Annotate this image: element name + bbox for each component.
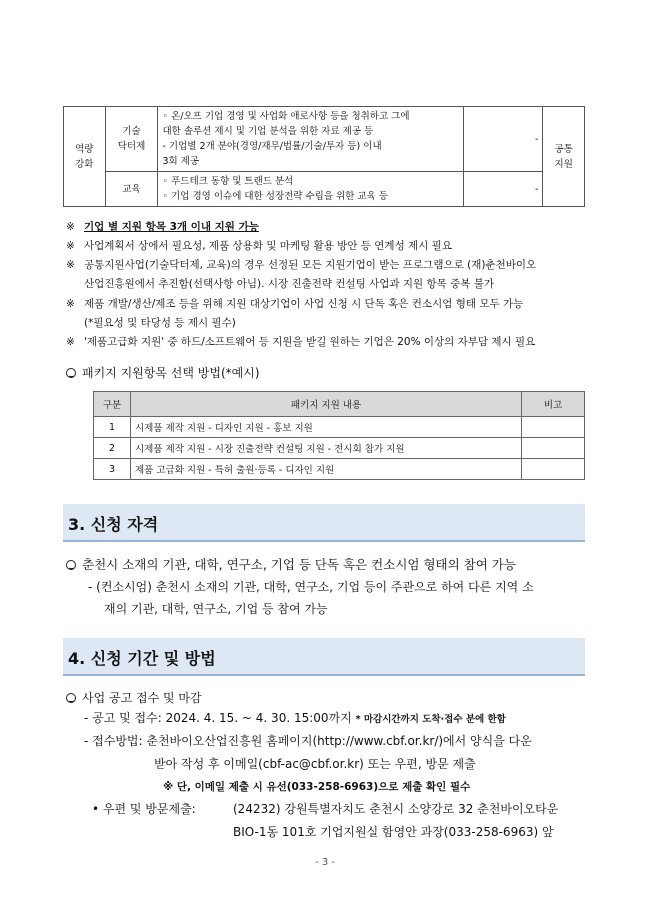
- content-line: 3회 제공: [162, 156, 200, 167]
- note-text: 사업계획서 상에서 필요성, 제품 상용화 및 마케팅 활용 방안 등 연계성 제시 필요: [84, 240, 452, 252]
- mark: -: [534, 133, 539, 145]
- support-table: [63, 106, 585, 207]
- row-number: 1: [94, 417, 131, 438]
- row-content: 시제품 제작 지원 - 시장 진출전략 컨설팅 지원 - 전시회 참가 지원: [131, 438, 522, 459]
- note-mark: ※: [66, 240, 75, 252]
- category-label: 닥터제: [117, 141, 146, 152]
- content-line: 대한 솔루션 제시 및 기업 분석을 위한 자료 제공 등: [162, 126, 374, 137]
- consortium-line: - (컨소시엄) 춘천시 소재의 기관, 대학, 연구소, 기업 등이 주관으로 하여 다른 지역 소: [88, 580, 534, 594]
- page-number: - 3 -: [315, 857, 335, 868]
- row-content: 시제품 제작 지원 - 디자인 지원 - 홍보 지원: [131, 417, 522, 438]
- circle-bullet-icon: [66, 368, 76, 378]
- row-memo: [522, 438, 585, 459]
- package-heading: [66, 364, 260, 381]
- email-note: ※ 단, 이메일 제출 시 유선(033-258-6963)으로 제출 확인 필수: [163, 781, 471, 793]
- note-text: '제품고급화 지원' 중 하드/소프트웨어 등 지원을 받길 원하는 기업은 20% 이상의 자부담 제시 필요: [84, 336, 536, 348]
- note-line: [66, 256, 536, 275]
- note-line: [66, 333, 535, 352]
- eligibility-line: [66, 555, 516, 573]
- content-line: ◦ 기업 경영 이슈에 대한 성장전략 수립을 위한 교육 등: [162, 191, 388, 202]
- note-mark: ※: [66, 221, 75, 233]
- note-line: [84, 314, 236, 333]
- announcement-heading: [66, 689, 202, 706]
- content-line: ◦ 푸드테크 동향 및 트랜드 분석: [162, 176, 294, 187]
- note-mark: ※: [66, 336, 75, 348]
- circle-bullet-icon: [66, 693, 76, 703]
- method-line-cont: 받아 작성 후 이메일(cbf-ac@cbf.or.kr) 또는 우편, 방문 제출: [154, 757, 476, 771]
- category-cell: [105, 107, 158, 172]
- table-row: [64, 107, 585, 172]
- period-line: [84, 708, 506, 730]
- mail-label: • 우편 및 방문제출:: [92, 802, 196, 816]
- note-line: [84, 275, 494, 294]
- group-label: 강화: [75, 158, 94, 170]
- note-text: (*필요성 및 타당성 등 제시 필수): [84, 317, 236, 329]
- common-label-cell: [543, 107, 585, 207]
- column-header: 패키지 지원 내용: [131, 392, 522, 417]
- row-number: 2: [94, 438, 131, 459]
- content-line: - 기업별 2개 분야(경영/재무/법률/기술/투자 등) 이내: [162, 141, 382, 152]
- note-mark: ※: [66, 259, 75, 271]
- table-row: [64, 172, 585, 207]
- group-label: 역량: [75, 143, 94, 155]
- content-cell: [158, 172, 464, 207]
- note-line: [66, 237, 452, 256]
- note-mark: ※: [66, 298, 75, 310]
- table-row: [94, 459, 585, 480]
- period-text: - 공고 및 접수: 2024. 4. 15. ~ 4. 30. 15:00까지: [84, 711, 352, 725]
- eligibility-text: 춘천시 소재의 기관, 대학, 연구소, 기업 등 단독 혹은 컨소시엄 형태의 참여 가능: [82, 557, 516, 572]
- table-header-row: [94, 392, 585, 417]
- circle-bullet-icon: [66, 560, 76, 570]
- announcement-heading-text: 사업 공고 접수 및 마감: [82, 691, 202, 705]
- row-content: 제품 고급화 지원 - 특허 출원·등록 - 디자인 지원: [131, 459, 522, 480]
- group-label-cell: [64, 107, 106, 207]
- note-text: 기업 별 지원 항목 3개 이내 지원 가능: [84, 221, 259, 233]
- period-note: * 마감시간까지 도착·접수 분에 한함: [355, 714, 506, 725]
- row-number: 3: [94, 459, 131, 480]
- common-label: 지원: [554, 158, 573, 170]
- table-row: [94, 438, 585, 459]
- note-text: 산업진흥원에서 추진함(선택사항 아님). 시장 진출전략 컨설팅 사업과 지원 항목 중복 불가: [84, 278, 495, 290]
- mark-cell: [464, 107, 543, 172]
- row-memo: [522, 459, 585, 480]
- section-header: [63, 504, 585, 542]
- mark-cell: [464, 172, 543, 207]
- section-header: [63, 638, 585, 676]
- mark: -: [534, 183, 539, 195]
- consortium-line-cont: 재의 기관, 대학, 연구소, 기업 등 참여 가능: [104, 602, 328, 616]
- row-memo: [522, 417, 585, 438]
- common-label: 공통: [554, 143, 573, 155]
- package-table: [93, 391, 585, 480]
- column-header: 비고: [522, 392, 585, 417]
- note-text: 제품 개발/생산/제조 등을 위해 지원 대상기업이 사업 신청 시 단독 혹은 컨소시엄 형태 모두 가능: [84, 298, 524, 310]
- category-label: 기술: [122, 126, 141, 137]
- note-text: 공통지원사업(기술닥터제, 교육)의 경우 선정된 모든 지원기업이 받는 프로그램으로 (재)춘천바이오: [84, 259, 537, 271]
- section-title: 3. 신청 자격: [68, 515, 159, 534]
- mail-address: (24232) 강원특별자치도 춘천시 소양강로 32 춘천바이오타운: [233, 802, 559, 816]
- note-line: [66, 295, 523, 314]
- column-header: 구분: [94, 392, 131, 417]
- content-line: ◦ 온/오프 기업 경영 및 사업화 애로사항 등을 청취하고 그에: [162, 111, 410, 122]
- mail-address-cont: BIO-1동 101호 기업지원실 함영안 과장(033-258-6963) 앞: [233, 825, 554, 839]
- content-cell: [158, 107, 464, 172]
- method-line: - 접수방법: 춘천바이오산업진흥원 홈페이지(http://www.cbf.or.kr/)에서 양식을 다운: [84, 734, 532, 748]
- category-label: 교육: [122, 183, 141, 195]
- package-heading-text: 패키지 지원항목 선택 방법(*예시): [82, 366, 260, 380]
- section-title: 4. 신청 기간 및 방법: [68, 649, 216, 668]
- note-line: [66, 218, 259, 237]
- table-row: [94, 417, 585, 438]
- category-cell: [105, 172, 158, 207]
